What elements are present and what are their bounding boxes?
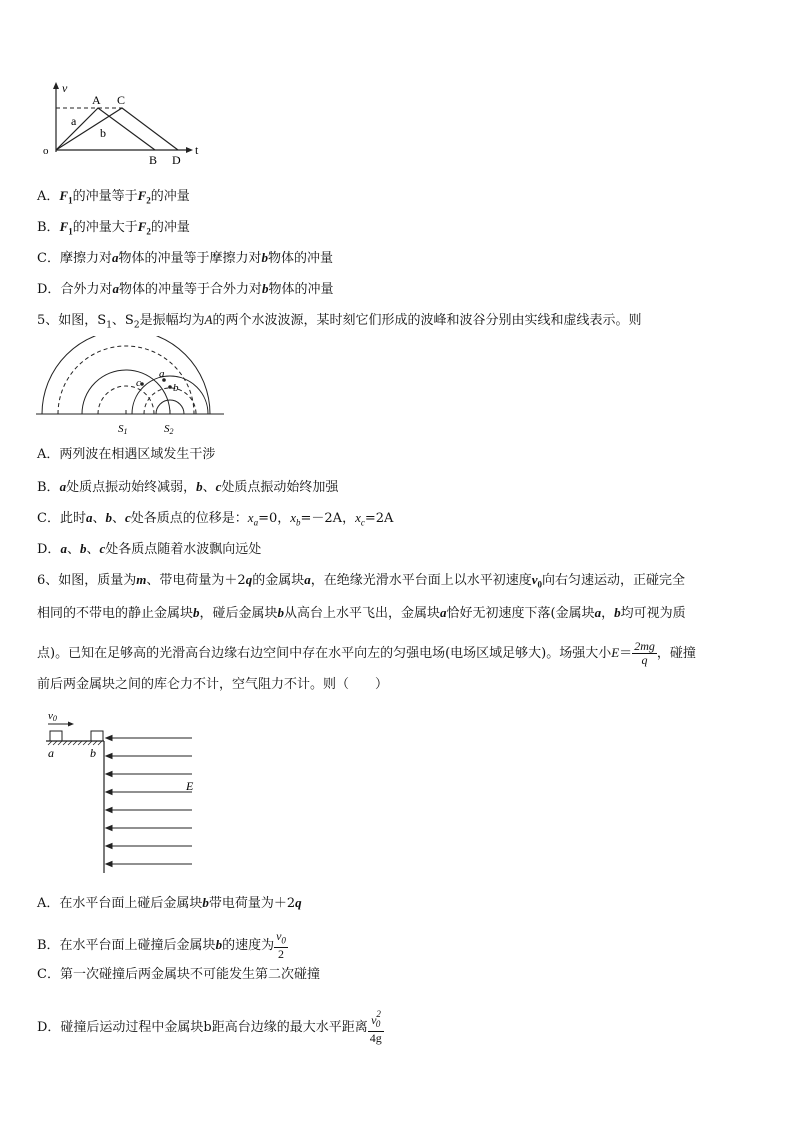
block-a <box>50 731 62 741</box>
label-point-b: b <box>173 382 179 394</box>
wave-s1-2 <box>82 370 170 414</box>
wave-dashed-s1-1 <box>58 346 194 414</box>
label-a: a <box>71 114 77 128</box>
label-point-a: a <box>159 368 165 380</box>
distance-fraction: $\frac{v^2_0}{4g}$ <box>369 1009 382 1046</box>
q5-option-c: C．此时a、b、c处各质点的位移是：$x_a=0$，$x_b=-2A$，$x_c=2A$ <box>37 510 394 528</box>
field-lines <box>106 736 192 867</box>
platform-field-figure <box>40 705 200 875</box>
point-b <box>168 385 172 389</box>
label-A: A <box>92 93 101 107</box>
label-block-b: b <box>90 746 96 760</box>
label-s1: S1 <box>118 423 128 436</box>
q6-option-b: B．在水平台面上碰撞后金属块b的速度为 $\frac{v_0}{2}$ <box>37 929 286 962</box>
label-origin: o <box>43 145 49 157</box>
v-axis-arrow <box>53 82 59 89</box>
q5-option-d: D．a、b、c处各质点随着水波飘向远处 <box>37 541 262 557</box>
wave-outer-1 <box>42 336 210 414</box>
q4-option-c: C．摩擦力对a物体的冲量等于摩擦力对b物体的冲量 <box>37 250 333 266</box>
velocity-fraction: $\frac{v_0}{2}$ <box>276 929 286 962</box>
q5-option-a: A．两列波在相遇区域发生干涉 <box>37 447 216 462</box>
q4-option-b: B．$F_1$的冲量大于$F_2$的冲量 <box>37 219 190 237</box>
label-block-a: a <box>48 746 54 760</box>
label-D: D <box>172 153 181 167</box>
q6-stem-line3: 点)。已知在足够高的光滑高台边缘右边空间中存在水平向左的匀强电场(电场区域足够大)。场强大小E＝ $\frac{2mg}{q}$ ，碰撞 <box>37 639 696 667</box>
label-v0: v0 <box>48 710 57 723</box>
label-point-c: c <box>136 377 141 389</box>
q6-stem-line4: 前后两金属块之间的库仑力不计，空气阻力不计。则（ ） <box>37 677 389 692</box>
label-C: C <box>117 93 126 107</box>
label-t: t <box>195 143 199 157</box>
label-B: B <box>149 153 158 167</box>
wave-figure <box>36 336 226 436</box>
q4-option-a: A．$F_1$的冲量等于$F_2$的冲量 <box>37 188 190 206</box>
label-b: b <box>100 126 106 140</box>
q5-option-b: B．a处质点振动始终减弱，b、c处质点振动始终加强 <box>37 479 339 495</box>
q6-option-a: A．在水平台面上碰后金属块b带电荷量为＋2q <box>37 895 302 911</box>
q5-stem: 5、如图，$S_1$、$S_2$是振幅均为A的两个水波波源，某时刻它们形成的波峰和波谷分别由实线和虚线表示。则 <box>37 312 642 331</box>
q6-stem-line2: 相同的不带电的静止金属块b，碰后金属块b从高台上水平飞出，金属块a恰好无初速度下落(金属块a，b均可视为质 <box>37 605 686 621</box>
field-strength-fraction: $\frac{2mg}{q}$ <box>634 639 655 667</box>
label-s2: S2 <box>164 423 174 436</box>
t-axis-arrow <box>186 147 193 153</box>
wave-dashed-s1-2 <box>98 386 154 414</box>
q4-option-d: D．合外力对a物体的冲量等于合外力对b物体的冲量 <box>37 281 334 297</box>
label-v: v <box>62 81 68 95</box>
v0-arrow-head <box>68 722 74 727</box>
label-E: E <box>186 779 194 793</box>
q6-option-d: D．碰撞后运动过程中金属块b距高台边缘的最大水平距离 $\frac{v^2_0}{4g}$ <box>37 1009 382 1046</box>
vt-graph <box>38 80 208 170</box>
block-b <box>91 731 103 741</box>
q6-stem-line1: 6、如图，质量为m、带电荷量为＋2q的金属块a，在绝缘光滑水平台面上以水平初速度$v_0$向右匀速运动，正碰完全 <box>37 572 686 590</box>
q6-option-c: C．第一次碰撞后两金属块不可能发生第二次碰撞 <box>37 967 320 982</box>
